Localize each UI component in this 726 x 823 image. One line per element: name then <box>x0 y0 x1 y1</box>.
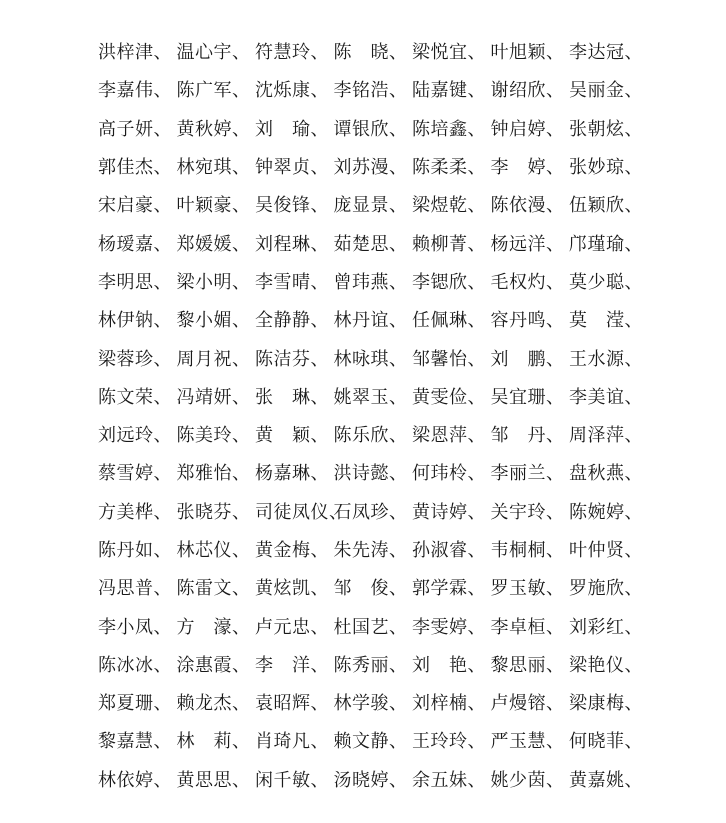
name-entry: 林依婷、 <box>98 769 172 791</box>
name-entry: 梁艳仪、 <box>569 654 643 676</box>
name-entry: 陈 晓、 <box>333 42 408 64</box>
name-entry: 林宛琪、 <box>176 157 251 179</box>
name-entry: 郑媛媛、 <box>176 233 251 255</box>
name-entry: 叶颖豪、 <box>176 195 251 217</box>
name-entry: 肖琦凡、 <box>255 731 329 753</box>
name-entry: 陈柔柔、 <box>412 157 486 179</box>
name-entry: 邹 俊、 <box>333 578 408 600</box>
name-entry: 李达冠、 <box>569 42 643 64</box>
name-entry: 梁小明、 <box>176 271 251 293</box>
name-entry: 黄金梅、 <box>255 540 329 561</box>
name-entry: 叶旭颖、 <box>490 42 565 64</box>
name-entry: 伍颖欣、 <box>569 195 643 217</box>
name-entry: 罗施欣、 <box>569 578 643 600</box>
name-entry: 谭银欣、 <box>333 118 408 140</box>
name-entry: 梁康梅、 <box>569 693 643 715</box>
name-entry: 黄雯俭、 <box>412 386 486 408</box>
name-entry: 钟翠贞、 <box>255 157 329 179</box>
name-entry: 林芯仪、 <box>176 540 251 561</box>
name-entry: 李卓桓、 <box>490 616 565 638</box>
name-entry: 刘程琳、 <box>255 233 329 255</box>
name-entry: 梁煜乾、 <box>412 195 486 217</box>
name-entry: 刘苏漫、 <box>333 157 408 179</box>
name-entry: 赖文静、 <box>333 731 408 753</box>
name-row <box>98 300 678 338</box>
name-entry: 赖龙杰、 <box>176 693 251 715</box>
name-entry: 张晓芬、 <box>176 501 251 523</box>
name-entry: 莫少聪、 <box>569 271 643 293</box>
name-entry: 吴宜珊、 <box>490 386 565 408</box>
name-entry: 闲千敏、 <box>255 769 329 791</box>
name-entry: 何晓菲、 <box>569 731 643 753</box>
name-entry: 庞显景、 <box>333 195 408 217</box>
name-entry: 陈雷文、 <box>176 578 251 600</box>
name-entry: 陈依漫、 <box>490 195 565 217</box>
name-entry: 梁蓉珍、 <box>98 348 172 370</box>
name-row <box>98 721 678 759</box>
name-row <box>98 530 678 568</box>
name-entry: 叶仲贤、 <box>569 540 643 561</box>
name-entry: 周泽萍、 <box>569 425 643 447</box>
name-entry: 冯思普、 <box>98 578 172 600</box>
name-entry: 吴丽金、 <box>569 80 643 102</box>
name-entry: 陈冰冰、 <box>98 654 172 676</box>
name-entry: 郭学霖、 <box>412 578 486 600</box>
name-entry: 李锶欣、 <box>412 271 486 293</box>
name-entry: 林学骏、 <box>333 693 408 715</box>
name-entry: 杨嘉琳、 <box>255 463 329 485</box>
name-entry: 盘秋燕、 <box>569 463 643 485</box>
name-entry: 冯靖妍、 <box>176 386 251 408</box>
name-entry: 容丹鸣、 <box>490 310 565 332</box>
name-row <box>98 568 678 606</box>
name-row <box>98 683 678 721</box>
name-entry: 洪诗懿、 <box>333 463 408 485</box>
name-entry: 杨远洋、 <box>490 233 565 255</box>
name-entry: 沈烁康、 <box>255 80 329 102</box>
name-entry: 汤晓婷、 <box>333 769 408 791</box>
name-entry: 李铭浩、 <box>333 80 408 102</box>
name-entry: 谢绍欣、 <box>490 80 565 102</box>
name-entry: 黄炫凯、 <box>255 578 329 600</box>
name-entry: 李丽兰、 <box>490 463 565 485</box>
name-entry: 石凤珍、 <box>333 501 408 523</box>
name-entry: 李嘉伟、 <box>98 80 172 102</box>
name-row <box>98 223 678 261</box>
name-row <box>98 377 678 415</box>
name-row <box>98 760 678 798</box>
name-entry: 林伊钠、 <box>98 310 172 332</box>
name-entry: 罗玉敏、 <box>490 578 565 600</box>
name-entry: 温心宇、 <box>176 42 251 64</box>
name-entry: 韦桐桐、 <box>490 540 565 561</box>
name-entry: 杨瑷嘉、 <box>98 233 172 255</box>
name-entry: 钟启婷、 <box>490 118 565 140</box>
name-row <box>98 262 678 300</box>
name-entry: 朱先涛、 <box>333 540 408 561</box>
name-entry: 陈洁芬、 <box>255 348 329 370</box>
name-entry: 方美桦、 <box>98 501 172 523</box>
name-entry: 卢熳镕、 <box>490 693 565 715</box>
name-entry: 陈婉婷、 <box>569 501 643 523</box>
name-entry: 黎嘉慧、 <box>98 731 172 753</box>
name-entry: 林咏琪、 <box>333 348 408 370</box>
name-entry: 严玉慧、 <box>490 731 565 753</box>
name-entry: 梁恩萍、 <box>412 425 486 447</box>
name-entry: 郑雅怡、 <box>176 463 251 485</box>
name-entry: 李 洋、 <box>255 654 329 676</box>
name-entry: 袁昭辉、 <box>255 693 329 715</box>
name-entry: 刘梓楠、 <box>412 693 486 715</box>
name-entry: 吴俊锋、 <box>255 195 329 217</box>
name-entry: 陈丹如、 <box>98 540 172 561</box>
name-entry: 张朝炫、 <box>569 118 643 140</box>
name-entry: 陈乐欣、 <box>333 425 408 447</box>
name-entry: 余五妹、 <box>412 769 486 791</box>
name-entry: 茹楚思、 <box>333 233 408 255</box>
name-row <box>98 32 678 70</box>
name-entry: 姚翠玉、 <box>333 386 408 408</box>
name-entry: 陈美玲、 <box>176 425 251 447</box>
name-entry: 高子妍、 <box>98 118 172 140</box>
name-entry: 陈广军、 <box>176 80 251 102</box>
name-entry: 邹 丹、 <box>490 425 565 447</box>
name-list <box>98 32 678 798</box>
name-entry: 赖柳菁、 <box>412 233 486 255</box>
name-entry: 王玲玲、 <box>412 731 486 753</box>
name-entry: 莫 滢、 <box>569 310 643 332</box>
name-row <box>98 185 678 223</box>
name-entry: 黄嘉姚、 <box>569 769 643 791</box>
name-entry: 周月祝、 <box>176 348 251 370</box>
name-entry: 刘远玲、 <box>98 425 172 447</box>
name-entry: 李小凤、 <box>98 616 172 638</box>
name-entry: 李明思、 <box>98 271 172 293</box>
name-row <box>98 645 678 683</box>
name-entry: 宋启豪、 <box>98 195 172 217</box>
name-entry: 任佩琳、 <box>412 310 486 332</box>
name-entry: 黄思思、 <box>176 769 251 791</box>
name-entry: 关宇玲、 <box>490 501 565 523</box>
name-entry: 张 琳、 <box>255 386 329 408</box>
name-entry: 王水源、 <box>569 348 643 370</box>
name-entry: 黄 颖、 <box>255 425 329 447</box>
name-entry: 陈秀丽、 <box>333 654 408 676</box>
name-entry: 郑夏珊、 <box>98 693 172 715</box>
name-row <box>98 606 678 644</box>
name-entry: 陆嘉键、 <box>412 80 486 102</box>
name-entry: 刘 瑜、 <box>255 118 329 140</box>
name-entry: 卢元忠、 <box>255 616 329 638</box>
name-entry: 毛权灼、 <box>490 271 565 293</box>
name-entry: 曾玮燕、 <box>333 271 408 293</box>
name-entry: 刘彩红、 <box>569 616 643 638</box>
name-entry: 李 婷、 <box>490 157 565 179</box>
name-row <box>98 415 678 453</box>
name-entry: 郭佳杰、 <box>98 157 172 179</box>
name-entry: 刘 鹏、 <box>490 348 565 370</box>
name-entry: 蔡雪婷、 <box>98 463 172 485</box>
name-entry: 何玮柃、 <box>412 463 486 485</box>
name-entry: 黄诗婷、 <box>412 501 486 523</box>
name-row <box>98 492 678 530</box>
name-row <box>98 147 678 185</box>
name-entry: 邹馨怡、 <box>412 348 486 370</box>
name-entry: 李美谊、 <box>569 386 643 408</box>
name-entry: 梁悦宜、 <box>412 42 486 64</box>
name-row <box>98 338 678 376</box>
name-row <box>98 453 678 491</box>
name-entry: 符慧玲、 <box>255 42 329 64</box>
name-entry: 黎思丽、 <box>490 654 565 676</box>
name-entry: 黎小媚、 <box>176 310 251 332</box>
name-entry: 全静静、 <box>255 310 329 332</box>
name-entry: 林 莉、 <box>176 731 251 753</box>
name-entry: 刘 艳、 <box>412 654 486 676</box>
name-entry: 杜国艺、 <box>333 616 408 638</box>
name-entry: 林丹谊、 <box>333 310 408 332</box>
name-entry: 黄秋婷、 <box>176 118 251 140</box>
name-entry: 涂惠霞、 <box>176 654 251 676</box>
name-entry: 孙淑睿、 <box>412 540 486 561</box>
name-entry: 李雪晴、 <box>255 271 329 293</box>
name-row <box>98 70 678 108</box>
name-entry: 邝瑾瑜、 <box>569 233 643 255</box>
name-row <box>98 109 678 147</box>
name-entry: 姚少茵、 <box>490 769 565 791</box>
name-entry: 陈培鑫、 <box>412 118 486 140</box>
name-entry: 方 濠、 <box>176 616 251 638</box>
name-entry: 洪梓津、 <box>98 42 172 64</box>
name-entry: 司徒凤仪、 <box>255 501 348 523</box>
name-entry: 李雯婷、 <box>412 616 486 638</box>
name-entry: 张妙琼、 <box>569 157 643 179</box>
name-entry: 陈文荣、 <box>98 386 172 408</box>
